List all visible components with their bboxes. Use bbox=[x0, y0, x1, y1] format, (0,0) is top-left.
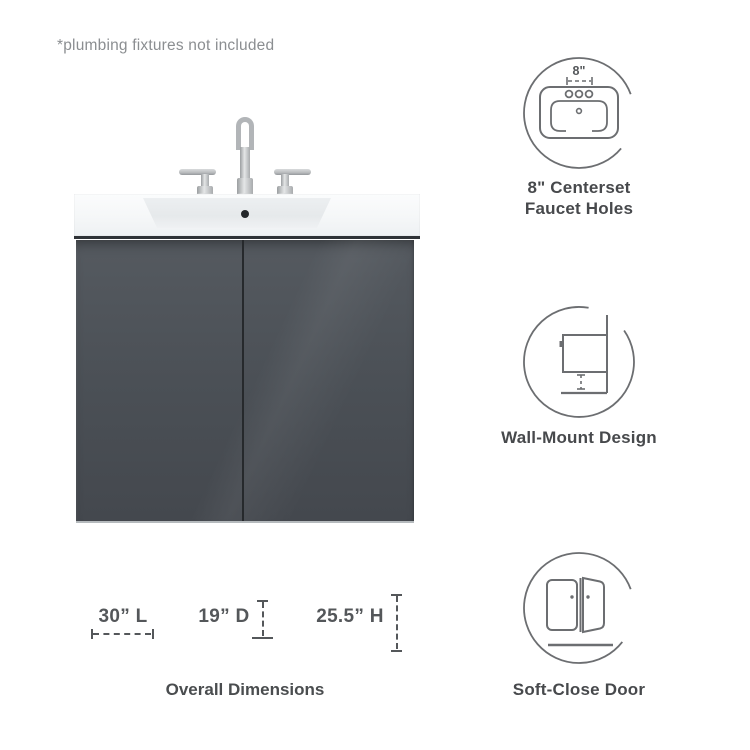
feature-label-faucet-holes bbox=[484, 177, 674, 219]
faucet-holes-measure-label: 8" bbox=[572, 64, 586, 78]
feature-label-line: Wall-Mount Design bbox=[501, 428, 657, 447]
overflow-hole bbox=[241, 210, 249, 218]
wall-mount-icon bbox=[504, 287, 654, 437]
faucet-handle-right bbox=[274, 169, 311, 175]
plumbing-note: *plumbing fixtures not included bbox=[57, 37, 275, 54]
feature-label-line: Soft-Close Door bbox=[512, 680, 646, 699]
feature-label-wall-mount bbox=[484, 427, 674, 448]
feature-label-line: Faucet Holes bbox=[524, 199, 634, 218]
cabinet bbox=[76, 240, 414, 523]
sink-basin bbox=[143, 198, 331, 228]
dimension-depth-label: 19” D bbox=[198, 606, 250, 627]
door-divider bbox=[242, 240, 244, 521]
faucet-spout-shaft bbox=[240, 147, 250, 182]
dimensions-caption: Overall Dimensions bbox=[165, 680, 325, 699]
length-measure-tick-left bbox=[91, 629, 93, 639]
cabinet-sheen bbox=[76, 240, 414, 521]
depth-measure-base bbox=[252, 637, 273, 639]
feature-label-line: 8" Centerset bbox=[527, 178, 631, 197]
height-measure-line bbox=[396, 596, 398, 649]
feature-label-soft-close bbox=[484, 679, 674, 700]
depth-measure-line bbox=[262, 602, 264, 636]
faucet-holes-icon bbox=[504, 38, 654, 188]
faucet-handle-left bbox=[179, 169, 216, 175]
length-measure-line bbox=[93, 633, 151, 635]
faucet-spout-icon bbox=[236, 117, 254, 150]
height-measure-cap-bottom bbox=[391, 650, 402, 652]
dimension-height-label: 25.5” H bbox=[316, 606, 384, 627]
length-measure-tick-right bbox=[152, 629, 154, 639]
soft-close-door-icon bbox=[504, 533, 654, 683]
dimension-length-label: 30” L bbox=[98, 606, 148, 627]
